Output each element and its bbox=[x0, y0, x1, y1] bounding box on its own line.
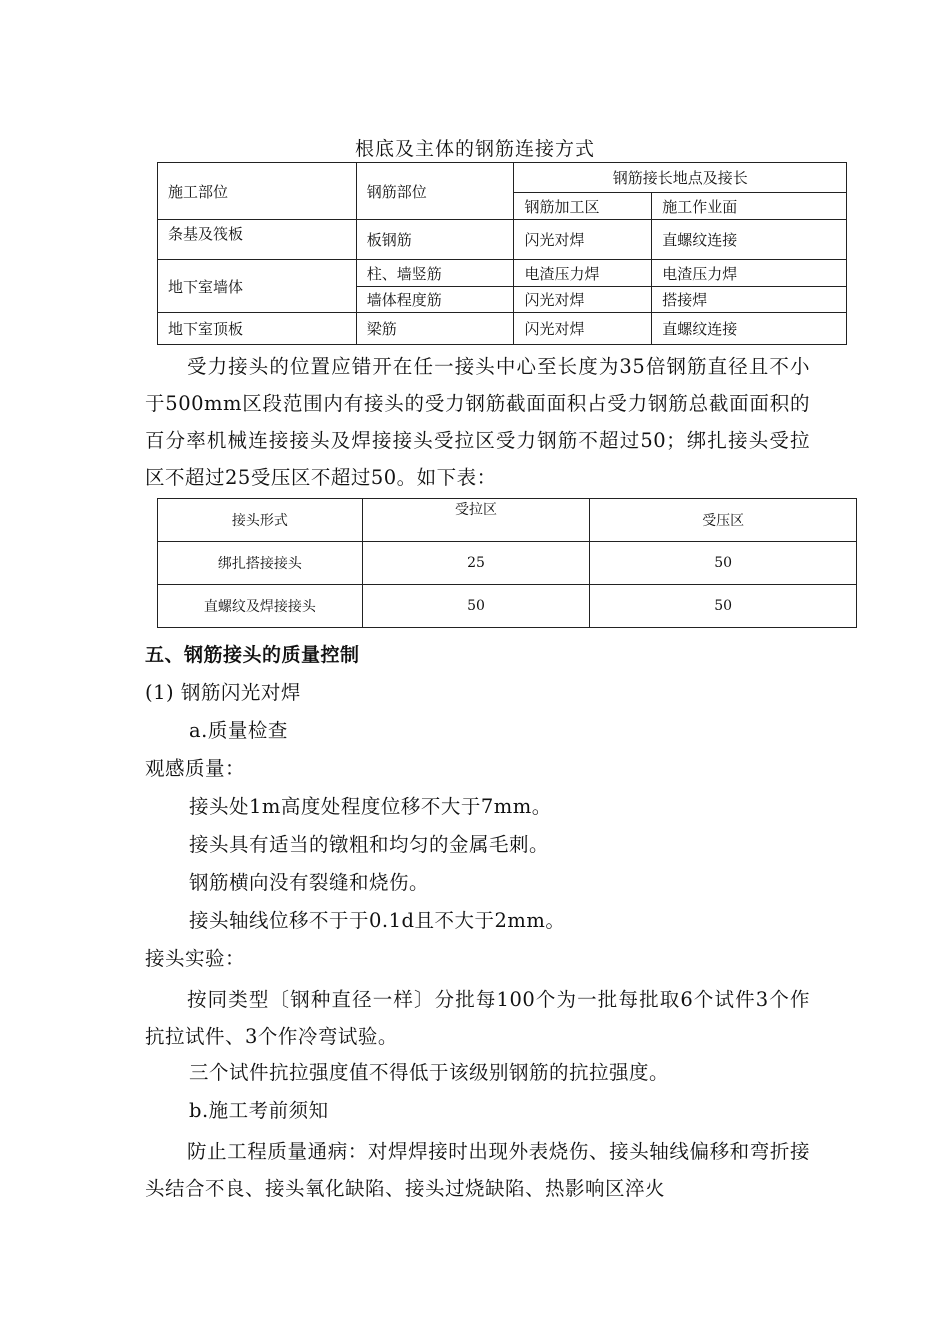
header-construction-part: 施工部位 bbox=[158, 163, 357, 220]
table-cell: 50 bbox=[362, 585, 590, 628]
table-cell: 直螺纹连接 bbox=[652, 313, 847, 345]
table-cell: 梁筋 bbox=[356, 313, 514, 345]
section-heading: 五、钢筋接头的质量控制 bbox=[145, 644, 360, 666]
table-cell: 25 bbox=[362, 542, 590, 585]
header-joint-type: 接头形式 bbox=[158, 499, 363, 542]
sub-heading-notes: b.施工考前须知 bbox=[189, 1099, 329, 1122]
table-cell: 条基及筏板 bbox=[158, 220, 357, 260]
table-cell: 直螺纹连接 bbox=[652, 220, 847, 260]
splice-ratio-table bbox=[157, 498, 857, 628]
header-processing-area: 钢筋加工区 bbox=[514, 193, 652, 220]
list-item: 接头具有适当的镦粗和均匀的金属毛刺。 bbox=[189, 833, 550, 856]
paragraph-prevent-defects: 防止工程质量通病：对焊焊接时出现外表烧伤、接头轴线偏移和弯折接头结合不良、接头氧化缺陷、接头过烧缺陷、热影响区淬火 bbox=[145, 1140, 810, 1200]
list-item: 接头处1m高度处程度位移不大于7mm。 bbox=[189, 795, 552, 818]
header-rebar-part: 钢筋部位 bbox=[356, 163, 514, 220]
table-cell: 地下室顶板 bbox=[158, 313, 357, 345]
table-cell: 电渣压力焊 bbox=[652, 260, 847, 287]
header-work-face: 施工作业面 bbox=[652, 193, 847, 220]
rebar-connection-table bbox=[157, 162, 847, 345]
header-splice-location: 钢筋接长地点及接长 bbox=[514, 163, 847, 193]
list-item: 钢筋横向没有裂缝和烧伤。 bbox=[189, 871, 430, 894]
table1-title: 根底及主体的钢筋连接方式 bbox=[354, 138, 595, 160]
table-cell: 50 bbox=[590, 585, 857, 628]
table-cell: 闪光对焊 bbox=[514, 220, 652, 260]
header-tension-zone: 受拉区 bbox=[362, 499, 590, 542]
paragraph-splice-position: 受力接头的位置应错开在任一接头中心至长度为35倍钢筋直径且不小于500mm区段范围内有接头的受力钢筋截面面积占受力钢筋总截面面积的百分率机械连接接头及焊接接头受拉区受力钢筋不超过50；绑扎接头受拉区不超过25受压区不超过50。如下表： bbox=[145, 355, 810, 489]
table-cell: 地下室墙体 bbox=[158, 260, 357, 313]
header-compression-zone: 受压区 bbox=[590, 499, 857, 542]
list-item: 接头轴线位移不于于0.1d且不大于2mm。 bbox=[189, 909, 566, 932]
sub-heading-quality-check: a.质量检查 bbox=[189, 719, 288, 742]
table-cell: 搭接焊 bbox=[652, 287, 847, 313]
paragraph-strength: 三个试件抗拉强度值不得低于该级别钢筋的抗拉强度。 bbox=[189, 1061, 670, 1084]
table-cell: 电渣压力焊 bbox=[514, 260, 652, 287]
table-cell: 50 bbox=[590, 542, 857, 585]
item-heading: (1) 钢筋闪光对焊 bbox=[145, 681, 301, 704]
table-cell: 直螺纹及焊接接头 bbox=[158, 585, 363, 628]
visual-quality-title: 观感质量： bbox=[145, 757, 246, 780]
table-cell: 板钢筋 bbox=[356, 220, 514, 260]
paragraph-batch-test: 按同类型〔钢种直径一样〕分批每100个为一批每批取6个试件3个作抗拉试件、3个作冷弯试验。 bbox=[145, 988, 810, 1048]
table-cell: 绑扎搭接接头 bbox=[158, 542, 363, 585]
joint-test-title: 接头实验： bbox=[145, 947, 246, 970]
table-cell: 柱、墙竖筋 bbox=[356, 260, 514, 287]
table-cell: 墙体程度筋 bbox=[356, 287, 514, 313]
table-cell: 闪光对焊 bbox=[514, 287, 652, 313]
table-cell: 闪光对焊 bbox=[514, 313, 652, 345]
